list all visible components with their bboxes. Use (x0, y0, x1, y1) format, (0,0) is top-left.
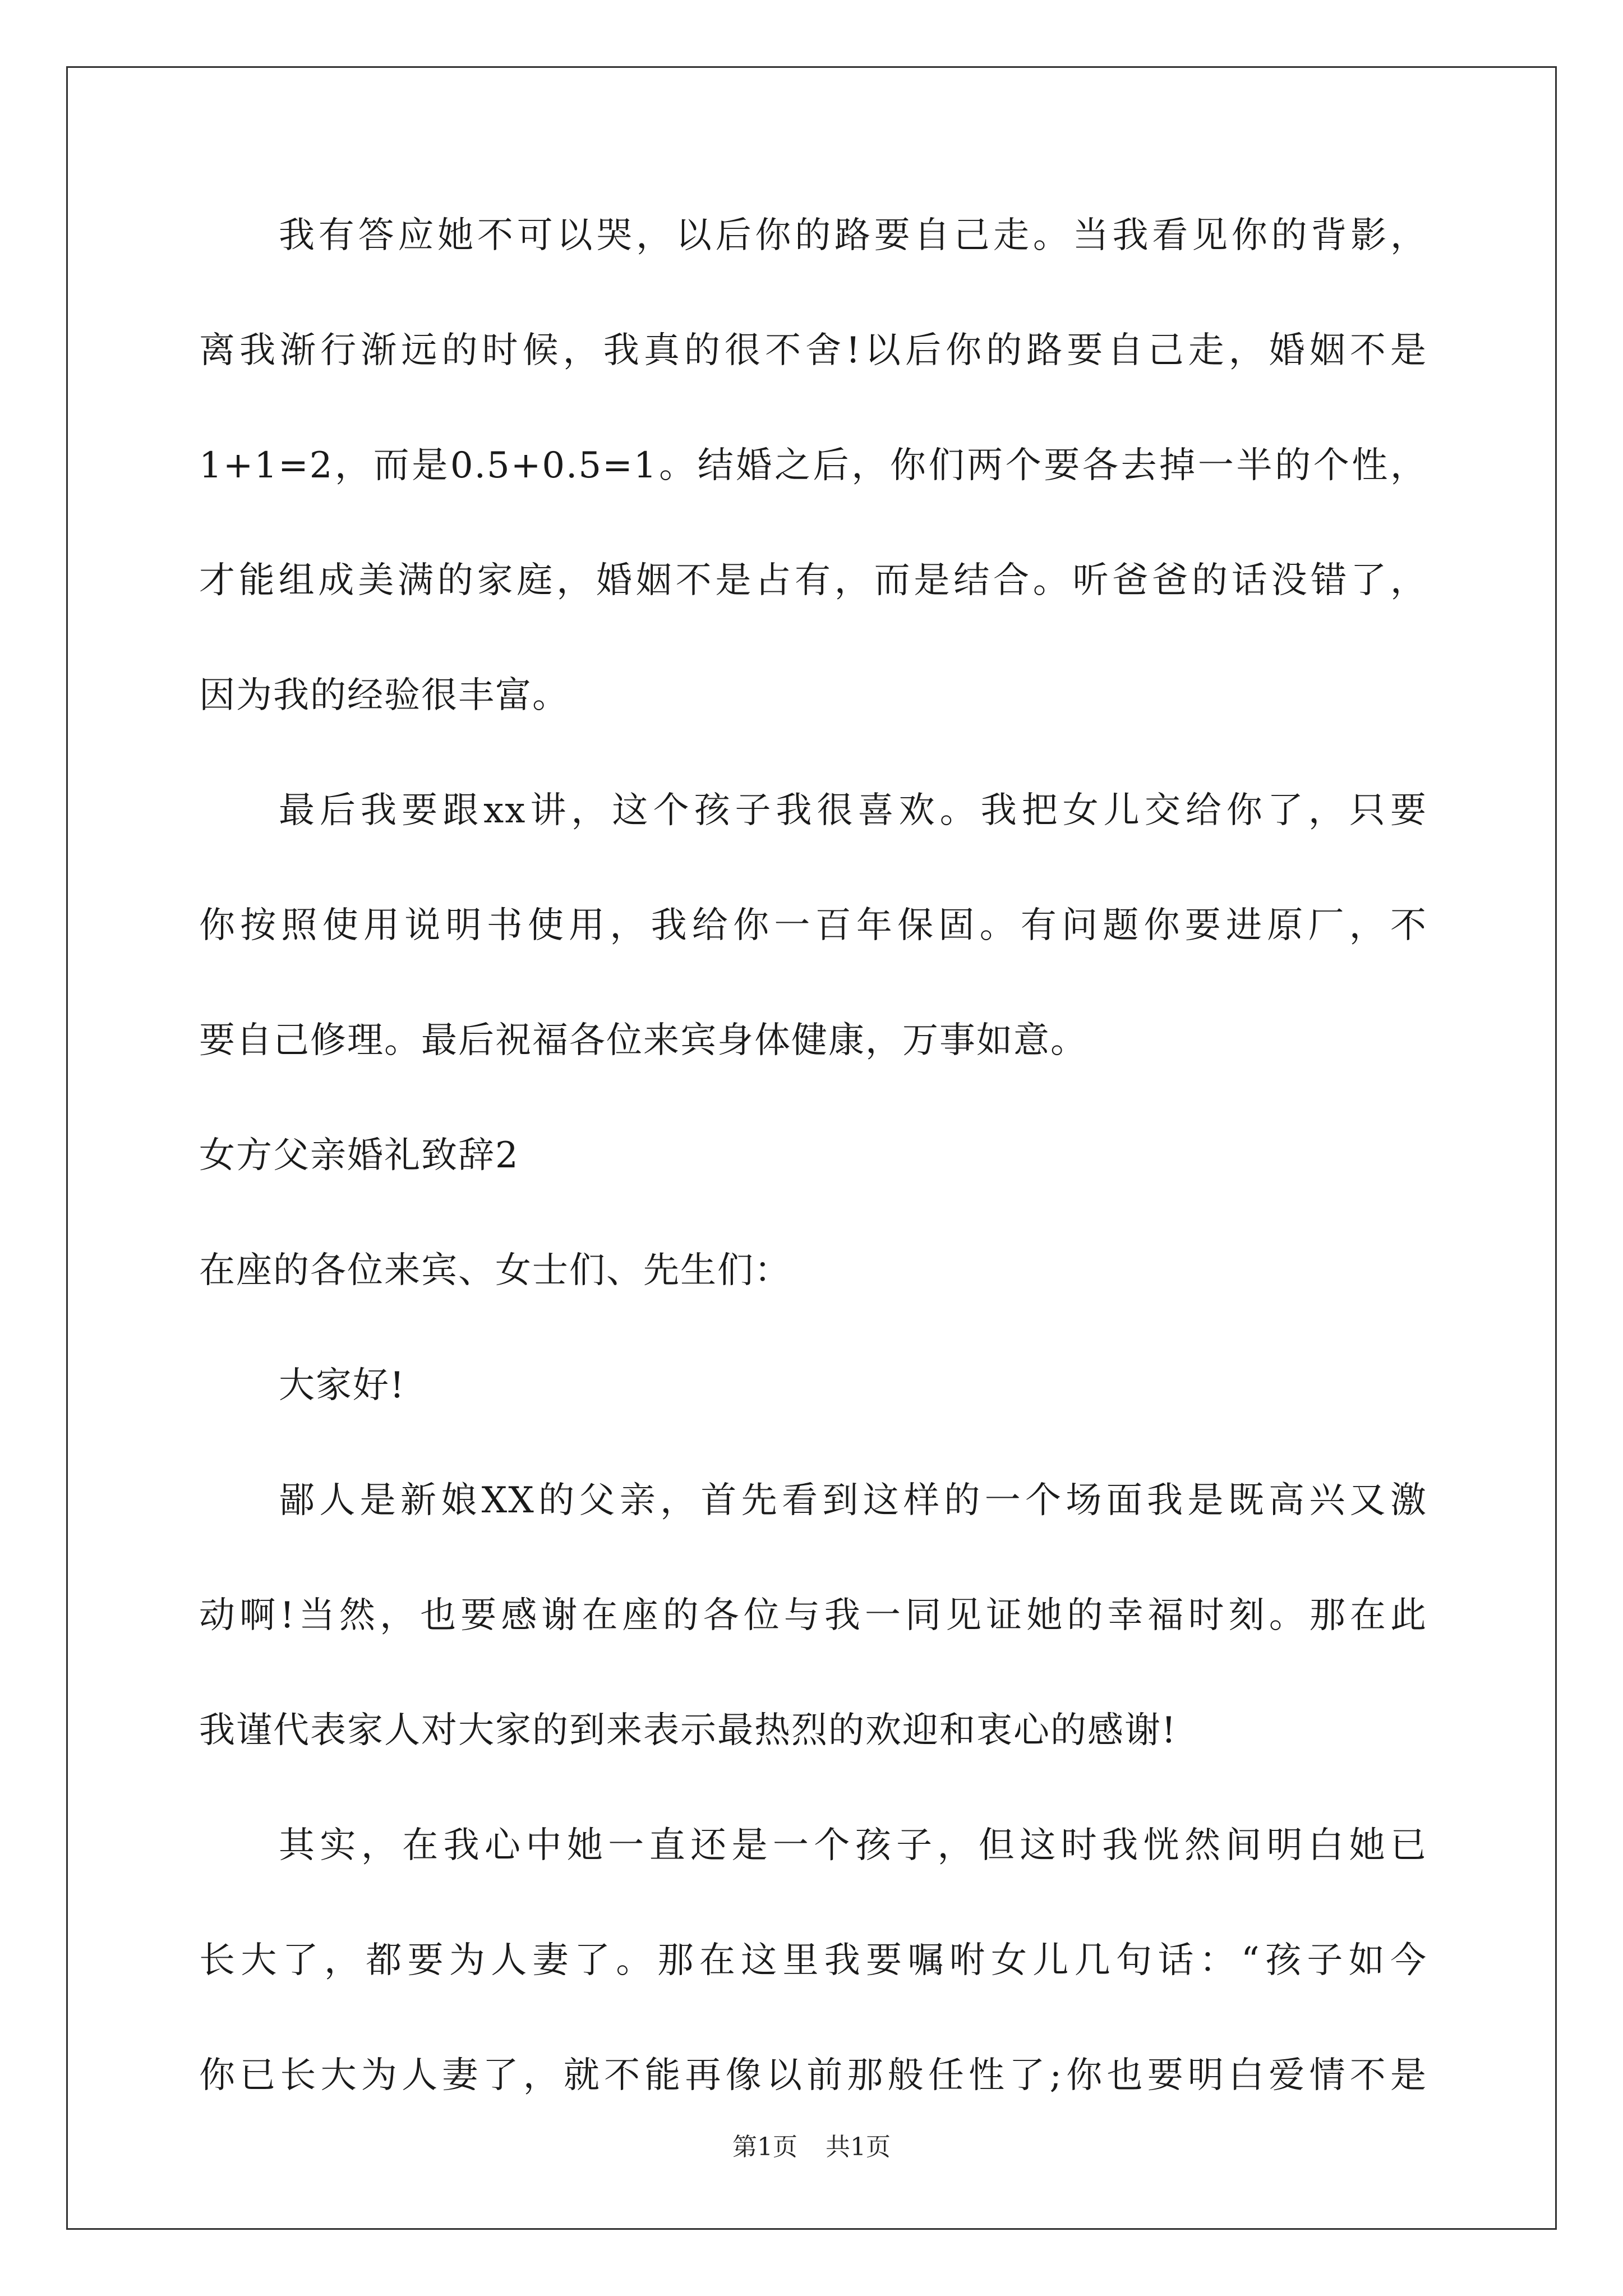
text-line: 我谨代表家人对大家的到来表示最热烈的欢迎和衷心的感谢! (199, 1710, 1177, 1751)
text-line: 动啊!当然，也要感谢在座的各位与我一同见证她的幸福时刻。那在此 (199, 1595, 1427, 1636)
salutation: 在座的各位来宾、女士们、先生们： (199, 1250, 791, 1291)
page-footer (0, 2132, 1623, 2163)
document-body (199, 213, 1427, 2168)
text-line: 你已长大为人妻了，就不能再像以前那般任性了;你也要明白爱情不是 (199, 2055, 1427, 2096)
text-line: 要自己修理。最后祝福各位来宾身体健康，万事如意。 (199, 1020, 1087, 1061)
greeting: 大家好! (279, 1365, 405, 1406)
page-number-current: 第1页 (732, 2133, 797, 2161)
page-number-total: 共1页 (826, 2133, 891, 2161)
text-line: 1+1=2，而是0.5+0.5=1。结婚之后，你们两个要各去掉一半的个性， (199, 445, 1427, 486)
section-heading: 女方父亲婚礼致辞2 (199, 1135, 519, 1176)
text-line: 离我渐行渐远的时候，我真的很不舍!以后你的路要自己走，婚姻不是 (199, 330, 1427, 371)
text-line: 因为我的经验很丰富。 (199, 675, 569, 716)
text-line: 长大了，都要为人妻了。那在这里我要嘱咐女儿几句话：“孩子如今 (199, 1940, 1427, 1981)
text-line: 你按照使用说明书使用，我给你一百年保固。有问题你要进原厂，不 (199, 905, 1427, 946)
text-line: 其实，在我心中她一直还是一个孩子，但这时我恍然间明白她已 (279, 1825, 1427, 1866)
text-line: 我有答应她不可以哭，以后你的路要自己走。当我看见你的背影， (279, 215, 1427, 256)
text-line: 鄙人是新娘XX的父亲，首先看到这样的一个场面我是既高兴又激 (279, 1480, 1427, 1521)
text-line: 才能组成美满的家庭，婚姻不是占有，而是结合。听爸爸的话没错了， (199, 560, 1427, 601)
text-line: 最后我要跟xx讲，这个孩子我很喜欢。我把女儿交给你了，只要 (279, 790, 1427, 831)
